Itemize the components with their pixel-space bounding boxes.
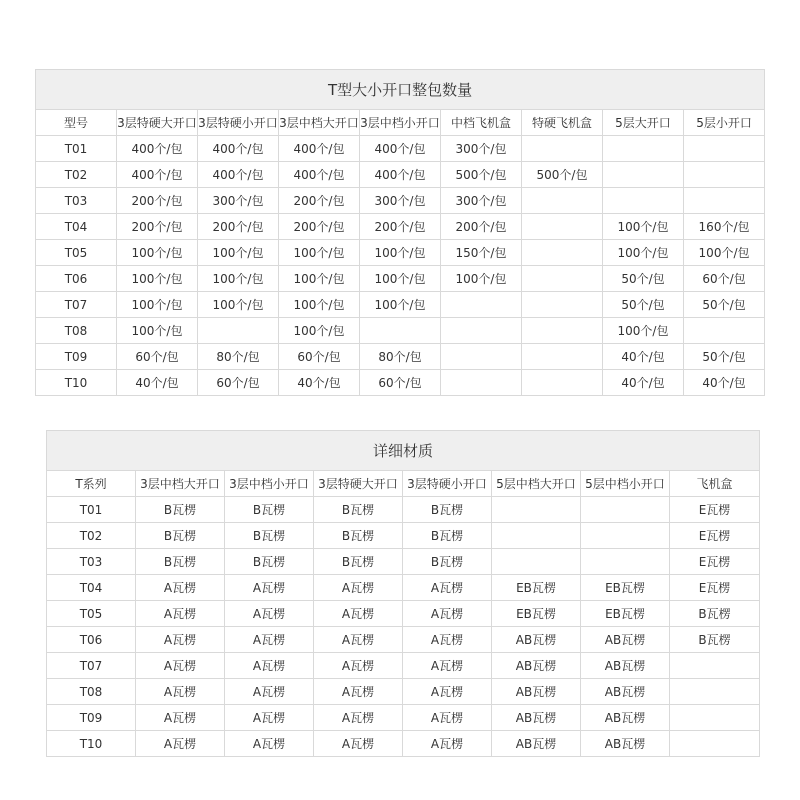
table-row — [36, 370, 765, 396]
table-cell: AB瓦楞 — [492, 679, 581, 705]
table-row — [47, 653, 760, 679]
table-row — [47, 497, 760, 523]
quantity-table-title: T型大小开口整包数量 — [36, 70, 765, 110]
material-header-row — [47, 471, 760, 497]
table-cell: B瓦楞 — [403, 523, 492, 549]
quantity-column-header: 型号 — [36, 110, 117, 136]
table-cell — [603, 162, 684, 188]
model-cell: T10 — [47, 731, 136, 757]
table-cell: 50个/包 — [603, 292, 684, 318]
table-cell: A瓦楞 — [136, 601, 225, 627]
model-cell: T05 — [36, 240, 117, 266]
table-cell: A瓦楞 — [403, 705, 492, 731]
table-cell — [581, 523, 670, 549]
table-cell: B瓦楞 — [136, 549, 225, 575]
table-cell — [492, 497, 581, 523]
table-cell: AB瓦楞 — [581, 653, 670, 679]
table-cell — [441, 344, 522, 370]
table-cell: 40个/包 — [684, 370, 765, 396]
table-cell: 60个/包 — [279, 344, 360, 370]
table-cell — [522, 292, 603, 318]
table-cell: 100个/包 — [279, 318, 360, 344]
material-column-header: 飞机盒 — [670, 471, 760, 497]
table-cell: 200个/包 — [198, 214, 279, 240]
table-cell: 100个/包 — [117, 318, 198, 344]
quantity-column-header: 3层特硬大开口 — [117, 110, 198, 136]
table-cell: 100个/包 — [279, 240, 360, 266]
table-cell: 400个/包 — [360, 162, 441, 188]
model-cell: T08 — [36, 318, 117, 344]
table-row — [47, 523, 760, 549]
model-cell: T04 — [36, 214, 117, 240]
table-row — [47, 731, 760, 757]
model-cell: T08 — [47, 679, 136, 705]
table-cell: A瓦楞 — [403, 575, 492, 601]
model-cell: T02 — [36, 162, 117, 188]
table-cell: A瓦楞 — [136, 627, 225, 653]
model-cell: T03 — [36, 188, 117, 214]
table-cell: 400个/包 — [360, 136, 441, 162]
table-cell: A瓦楞 — [314, 705, 403, 731]
material-table-body — [47, 431, 760, 757]
quantity-column-header: 5层大开口 — [603, 110, 684, 136]
model-cell: T01 — [47, 497, 136, 523]
table-cell: B瓦楞 — [225, 523, 314, 549]
table-cell: 200个/包 — [360, 214, 441, 240]
table-cell — [441, 318, 522, 344]
table-cell: AB瓦楞 — [492, 627, 581, 653]
quantity-column-header: 3层特硬小开口 — [198, 110, 279, 136]
table-cell: 500个/包 — [441, 162, 522, 188]
table-cell: A瓦楞 — [225, 601, 314, 627]
table-cell — [670, 731, 760, 757]
table-row — [36, 240, 765, 266]
table-row — [47, 575, 760, 601]
table-cell: 400个/包 — [117, 136, 198, 162]
table-cell: B瓦楞 — [314, 549, 403, 575]
table-cell: 200个/包 — [117, 214, 198, 240]
table-cell — [603, 188, 684, 214]
table-cell: 100个/包 — [117, 266, 198, 292]
model-cell: T10 — [36, 370, 117, 396]
table-cell: A瓦楞 — [225, 731, 314, 757]
table-cell: 400个/包 — [279, 162, 360, 188]
table-row — [36, 266, 765, 292]
table-cell: E瓦楞 — [670, 497, 760, 523]
table-cell: 400个/包 — [198, 162, 279, 188]
quantity-column-header: 3层中档小开口 — [360, 110, 441, 136]
table-cell: A瓦楞 — [136, 679, 225, 705]
table-cell: 100个/包 — [360, 292, 441, 318]
quantity-column-header: 特硬飞机盒 — [522, 110, 603, 136]
table-cell: A瓦楞 — [403, 679, 492, 705]
table-cell: A瓦楞 — [136, 653, 225, 679]
table-cell — [603, 136, 684, 162]
table-cell — [441, 292, 522, 318]
table-cell — [522, 266, 603, 292]
table-cell: 100个/包 — [198, 266, 279, 292]
table-cell — [522, 240, 603, 266]
table-cell: A瓦楞 — [136, 705, 225, 731]
table-cell — [581, 497, 670, 523]
table-cell: 200个/包 — [279, 214, 360, 240]
model-cell: T03 — [47, 549, 136, 575]
table-cell: 400个/包 — [279, 136, 360, 162]
table-row — [36, 188, 765, 214]
material-column-header: 5层中档大开口 — [492, 471, 581, 497]
table-cell: 100个/包 — [279, 266, 360, 292]
table-cell — [581, 549, 670, 575]
table-row — [36, 162, 765, 188]
table-cell: A瓦楞 — [136, 731, 225, 757]
table-cell — [198, 318, 279, 344]
material-table-title: 详细材质 — [47, 431, 760, 471]
table-cell: A瓦楞 — [403, 601, 492, 627]
material-column-header: T系列 — [47, 471, 136, 497]
table-row — [47, 679, 760, 705]
table-cell — [670, 653, 760, 679]
table-cell: E瓦楞 — [670, 523, 760, 549]
table-cell: 40个/包 — [603, 370, 684, 396]
table-cell: 400个/包 — [117, 162, 198, 188]
table-cell: A瓦楞 — [225, 627, 314, 653]
table-cell: 100个/包 — [603, 240, 684, 266]
table-cell: E瓦楞 — [670, 575, 760, 601]
table-cell: 100个/包 — [684, 240, 765, 266]
table-cell: 300个/包 — [198, 188, 279, 214]
table-cell: 60个/包 — [198, 370, 279, 396]
table-cell — [522, 214, 603, 240]
table-cell: 80个/包 — [198, 344, 279, 370]
table-cell: A瓦楞 — [403, 653, 492, 679]
table-cell: A瓦楞 — [314, 679, 403, 705]
table-row — [36, 136, 765, 162]
model-cell: T07 — [36, 292, 117, 318]
table-cell: 200个/包 — [117, 188, 198, 214]
material-column-header: 3层特硬大开口 — [314, 471, 403, 497]
packaging-quantity-table — [35, 69, 765, 396]
table-cell: B瓦楞 — [670, 627, 760, 653]
table-cell: 100个/包 — [603, 318, 684, 344]
table-cell: A瓦楞 — [314, 731, 403, 757]
table-cell: 40个/包 — [279, 370, 360, 396]
table-cell: 160个/包 — [684, 214, 765, 240]
quantity-column-header: 3层中档大开口 — [279, 110, 360, 136]
table-cell: 100个/包 — [117, 292, 198, 318]
table-cell: AB瓦楞 — [492, 705, 581, 731]
table-cell: 100个/包 — [279, 292, 360, 318]
table-cell: A瓦楞 — [225, 653, 314, 679]
table-cell: E瓦楞 — [670, 549, 760, 575]
table-cell: B瓦楞 — [136, 497, 225, 523]
quantity-column-header: 5层小开口 — [684, 110, 765, 136]
table-row — [36, 292, 765, 318]
model-cell: T04 — [47, 575, 136, 601]
table-cell: 100个/包 — [360, 266, 441, 292]
table-cell: B瓦楞 — [670, 601, 760, 627]
table-cell — [684, 188, 765, 214]
table-cell: 100个/包 — [117, 240, 198, 266]
table-cell: 50个/包 — [684, 292, 765, 318]
table-cell: 100个/包 — [603, 214, 684, 240]
table-cell: 50个/包 — [684, 344, 765, 370]
table-cell: B瓦楞 — [314, 497, 403, 523]
table-cell: A瓦楞 — [403, 731, 492, 757]
table-cell: AB瓦楞 — [581, 731, 670, 757]
model-cell: T01 — [36, 136, 117, 162]
table-cell: 40个/包 — [117, 370, 198, 396]
table-cell: B瓦楞 — [225, 549, 314, 575]
table-cell: A瓦楞 — [403, 627, 492, 653]
table-row — [47, 601, 760, 627]
table-cell — [522, 188, 603, 214]
table-cell: 300个/包 — [441, 136, 522, 162]
table-cell — [684, 136, 765, 162]
table-row — [47, 627, 760, 653]
material-column-header: 3层中档小开口 — [225, 471, 314, 497]
table-cell: 150个/包 — [441, 240, 522, 266]
material-column-header: 5层中档小开口 — [581, 471, 670, 497]
model-cell: T07 — [47, 653, 136, 679]
table-cell: EB瓦楞 — [492, 601, 581, 627]
material-column-header: 3层特硬小开口 — [403, 471, 492, 497]
material-detail-table — [46, 430, 760, 757]
quantity-column-header: 中档飞机盒 — [441, 110, 522, 136]
table-cell: A瓦楞 — [225, 705, 314, 731]
table-cell: 200个/包 — [441, 214, 522, 240]
table-cell: 100个/包 — [360, 240, 441, 266]
model-cell: T05 — [47, 601, 136, 627]
table-cell — [670, 679, 760, 705]
table-cell: AB瓦楞 — [581, 679, 670, 705]
table-cell — [522, 344, 603, 370]
table-cell: 300个/包 — [441, 188, 522, 214]
table-cell — [360, 318, 441, 344]
table-cell — [492, 549, 581, 575]
model-cell: T06 — [36, 266, 117, 292]
model-cell: T09 — [47, 705, 136, 731]
table-cell: 60个/包 — [360, 370, 441, 396]
table-cell — [684, 318, 765, 344]
table-cell — [441, 370, 522, 396]
table-row — [36, 214, 765, 240]
quantity-header-row — [36, 110, 765, 136]
model-cell: T06 — [47, 627, 136, 653]
table-cell: A瓦楞 — [225, 679, 314, 705]
table-cell: 500个/包 — [522, 162, 603, 188]
table-cell — [522, 318, 603, 344]
table-cell: AB瓦楞 — [492, 653, 581, 679]
table-cell: 80个/包 — [360, 344, 441, 370]
table-cell: B瓦楞 — [225, 497, 314, 523]
table-cell: A瓦楞 — [225, 575, 314, 601]
table-row — [36, 318, 765, 344]
table-row — [47, 549, 760, 575]
model-cell: T02 — [47, 523, 136, 549]
table-cell: AB瓦楞 — [581, 627, 670, 653]
table-cell: 100个/包 — [198, 292, 279, 318]
table-cell: A瓦楞 — [314, 575, 403, 601]
table-cell — [670, 705, 760, 731]
table-cell: 60个/包 — [117, 344, 198, 370]
table-cell: AB瓦楞 — [581, 705, 670, 731]
table-cell: 100个/包 — [198, 240, 279, 266]
table-cell — [522, 136, 603, 162]
table-cell: EB瓦楞 — [492, 575, 581, 601]
table-cell: A瓦楞 — [136, 575, 225, 601]
material-column-header: 3层中档大开口 — [136, 471, 225, 497]
table-cell: 60个/包 — [684, 266, 765, 292]
table-cell: EB瓦楞 — [581, 601, 670, 627]
table-cell: 300个/包 — [360, 188, 441, 214]
table-cell — [492, 523, 581, 549]
table-cell: B瓦楞 — [136, 523, 225, 549]
table-cell: 50个/包 — [603, 266, 684, 292]
table-cell: A瓦楞 — [314, 653, 403, 679]
table-row — [36, 344, 765, 370]
table-cell: 400个/包 — [198, 136, 279, 162]
table-cell: B瓦楞 — [314, 523, 403, 549]
table-cell: B瓦楞 — [403, 497, 492, 523]
table-cell: 200个/包 — [279, 188, 360, 214]
quantity-table-body — [36, 70, 765, 396]
table-cell: 100个/包 — [441, 266, 522, 292]
table-cell: EB瓦楞 — [581, 575, 670, 601]
model-cell: T09 — [36, 344, 117, 370]
table-cell — [522, 370, 603, 396]
table-cell: A瓦楞 — [314, 627, 403, 653]
table-cell: AB瓦楞 — [492, 731, 581, 757]
table-cell: B瓦楞 — [403, 549, 492, 575]
table-row — [47, 705, 760, 731]
table-cell: A瓦楞 — [314, 601, 403, 627]
table-cell — [684, 162, 765, 188]
table-cell: 40个/包 — [603, 344, 684, 370]
